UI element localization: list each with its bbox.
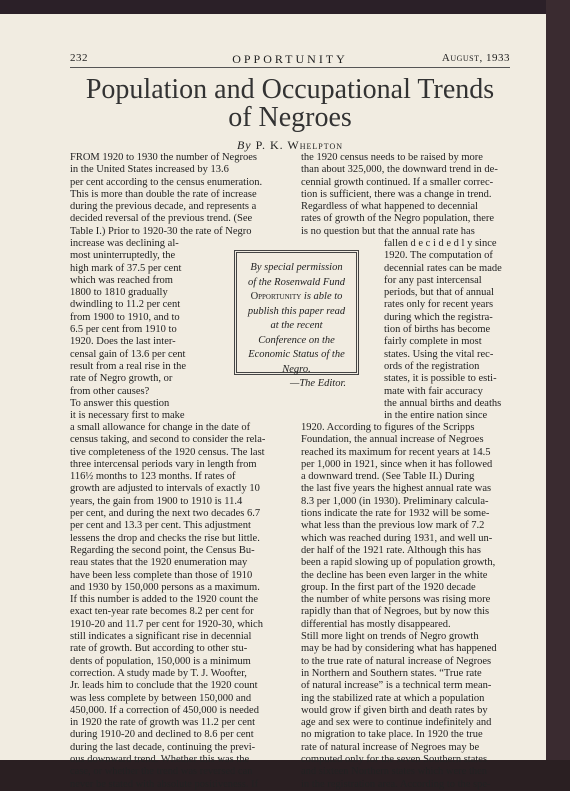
text-line: a downward trend. (See Table II.) During (301, 471, 475, 483)
text-line: three intercensal periods vary in length from (70, 458, 257, 470)
title-line: Population and Occupational Trends (85, 74, 495, 105)
article-title (70, 76, 510, 132)
text-line: the decline has been even larger in the white (301, 569, 488, 581)
header-rule (70, 67, 510, 68)
text-line: Table I.) Prior to 1920-30 the rate of Negro (70, 225, 252, 237)
text-line: the last five years the highest annual rate was (301, 483, 492, 495)
note-magazine: Opportunity (250, 291, 302, 302)
text-line: To answer this question (70, 397, 170, 409)
text-line: mate with fair accuracy (384, 385, 483, 397)
text-line: in the registration area. According to the spe- (301, 778, 491, 790)
text-line: most uninterruptedly, the (70, 250, 176, 262)
text-line: no migration to take place. In 1920 the true (301, 729, 483, 741)
text-line: tive completeness of the 1920 census. The last (70, 446, 265, 458)
text-line: rates of growth of the Negro population, there (301, 213, 495, 225)
text-line: group. In the first part of the 1920 decade (301, 581, 476, 593)
text-line: 1920. According to figures of the Scripps (301, 422, 475, 433)
note-signature: —The Editor. (289, 378, 346, 389)
text-line: years, the gain from 1900 to 1910 is 11.4 (70, 495, 243, 507)
left-column-bottom (70, 422, 288, 791)
title-line: of Negroes (228, 102, 352, 133)
text-line: states, it is possible to esti- (384, 373, 497, 385)
text-line: than about 325,000, the downward trend in de- (301, 164, 498, 176)
text-line: dents of population, 150,000 is a minimum (70, 655, 251, 667)
byline (70, 138, 510, 153)
text-line: dwindling to 11.2 per cent (70, 299, 181, 311)
page-number: 232 (70, 52, 88, 64)
text-line: per cent and 13.3 per cent. This adjustment (70, 520, 251, 532)
text-line: 1920. The computation of (384, 250, 493, 262)
text-line: increase was declining al- (70, 238, 179, 249)
text-line: was less complete by between 150,000 and (70, 692, 252, 704)
magazine-name: OPPORTUNITY (232, 52, 348, 66)
text-line: 1920. Does the last inter- (70, 336, 176, 348)
text-line: for any past intercensal (384, 274, 482, 286)
text-line: per cent according to the census enumeration. (70, 176, 263, 188)
text-line: during the previous decade, and represents a (70, 201, 257, 213)
text-line: during which the registra- (384, 311, 493, 323)
text-line: 1910-20 and 11.7 per cent for 1920-30, which (70, 618, 263, 630)
text-line: Regarding the second point, the Census Bu- (70, 544, 255, 556)
editor-note-box (234, 250, 359, 389)
text-line: ords of the registration (384, 360, 480, 372)
text-line: growth are adjusted to intervals of exactly 10 (70, 483, 260, 495)
text-line: and sixteen Northern states which were then (301, 766, 488, 778)
left-column-top (70, 152, 288, 238)
page-top-edge (0, 0, 546, 14)
text-line: in Northern and Southern states. “True rate (301, 667, 482, 679)
text-line: which was reached from (70, 274, 173, 286)
text-line: per cent, and during the next two decades 6.7 (70, 508, 261, 520)
text-line: the annual births and deaths (384, 397, 502, 409)
text-line: to the true rate of natural increase of Negroes (301, 655, 492, 667)
text-line: age and sex were to continue indefinitely and (301, 717, 492, 729)
text-line: 8.3 per 1,000 (in 1930). Preliminary calcula- (301, 495, 489, 507)
text-line: per 1,000 in 1921, since when it has followed (301, 458, 493, 470)
text-line: high mark of 37.5 per cent (70, 262, 182, 274)
text-line: and 1930 by 150,000 persons as a maximum. (70, 581, 260, 593)
text-line: periods, but that of annual (384, 287, 494, 299)
text-line: tion of births has become (384, 324, 491, 336)
text-line: is no question but that the annual rate has (301, 225, 475, 237)
text-line: during the last decade, continuing the previ- (70, 741, 256, 753)
text-line: which was reached during 1931, and well un- (301, 532, 493, 544)
text-line: reau states that the 1920 enumeration may (70, 557, 248, 569)
text-line: decided reversal of the previous trend. (See (70, 213, 253, 225)
text-line: ous downward trend. Whether this was the (70, 754, 250, 766)
text-line: differential has mostly disappeared. (301, 618, 451, 630)
text-line: rates only for recent years (384, 299, 494, 311)
text-line: Jr. leads him to conclude that the 1920 count (70, 680, 258, 692)
text-line: been a rapid slowing up of population growth, (301, 557, 496, 569)
text-line: FROM 1920 to 1930 the number of Negroes (70, 152, 257, 163)
text-line: from 1900 to 1910, and to (70, 311, 180, 323)
text-line: may be had by considering what has happened (301, 643, 497, 655)
text-line: fairly complete in most (384, 336, 482, 348)
text-line: census taking, and second to consider the rela- (70, 434, 266, 446)
text-line: Regardless of what happened to decennial (301, 201, 478, 213)
text-line: still indicates a significant rise in decennial (70, 631, 252, 643)
text-line: the 1920 census needs to be raised by more (301, 152, 483, 163)
book-spine (546, 0, 570, 760)
text-line: reached its maximum for recent years at 14.5 (301, 446, 491, 458)
text-line: exact ten-year rate becomes 8.2 per cent for (70, 606, 254, 618)
text-line: If this number is added to the 1920 count the (70, 594, 259, 606)
text-line: decennial rates can be made (384, 262, 502, 274)
text-line: ing the stabilized rate at which a population (301, 692, 485, 704)
text-line: during 1910-20 and declined to 8.6 per cent (70, 729, 254, 741)
right-column-top (301, 152, 511, 238)
text-line: Still more light on trends of Negro growth (301, 631, 479, 643)
text-line: in the entire nation since (384, 410, 488, 422)
text-line: lessens the drop and checks the rise but little. (70, 532, 260, 544)
text-line: rate of natural increase of Negroes may be (301, 741, 480, 753)
note-text-2: is able to publish this paper read at the recent Conference on the Economic Status of the Negro. (247, 291, 346, 375)
byline-prefix: By (236, 138, 252, 152)
text-line: correction. A study made by T. J. Woofter, (70, 667, 247, 679)
text-line: result from a real rise in the (70, 360, 187, 372)
text-line: This is more than double the rate of increase (70, 188, 257, 200)
right-column-narrow (384, 238, 511, 422)
text-line: der half of the 1921 rate. Although this has (301, 544, 481, 556)
text-line: tion is sufficient, there was a change in trend. (301, 188, 492, 200)
text-line: case, or whether the trend was reversed can (70, 766, 253, 778)
text-line: 450,000. If a correction of 450,000 is needed (70, 704, 259, 716)
right-column-bottom (301, 422, 511, 791)
text-line: rate of growth. But according to other stu- (70, 643, 248, 655)
left-column-narrow (70, 238, 220, 422)
text-line: of natural increase” is a technical term mean- (301, 680, 492, 692)
text-line: 1800 to 1810 gradually (70, 287, 168, 299)
text-line: censal gain of 13.6 per cent (70, 348, 186, 360)
text-line: tions indicate the rate for 1932 will be some- (301, 508, 490, 520)
text-line: 6.5 per cent from 1910 to (70, 324, 177, 336)
text-line: in the United States increased by 13.6 (70, 164, 229, 176)
text-line: what less than the previous low mark of 7.2 (301, 520, 485, 532)
text-line: never be stated with absolute positiveness. If (70, 778, 259, 790)
text-line: 116½ months to 123 months. If rates of (70, 471, 236, 483)
text-line: computed only for the seven Southern states (301, 754, 488, 766)
text-line: the number of white persons was rising more (301, 594, 491, 606)
text-line: it is necessary first to make (70, 410, 185, 422)
text-line: rate of Negro growth, or (70, 373, 173, 385)
note-text: By special permission of the Rosenwald Fund (247, 262, 346, 288)
text-line: fallen d e c i d e d l y since (384, 238, 497, 249)
text-line: would grow if given birth and death rates by (301, 704, 488, 716)
text-line: from other causes? (70, 385, 150, 397)
text-line: states. Using the vital rec- (384, 348, 494, 360)
text-line: in 1920 the rate of growth was 11.2 per cent (70, 717, 256, 729)
issue-date: August, 1933 (441, 52, 510, 64)
text-line: a small allowance for change in the date of (70, 422, 251, 433)
text-line: Foundation, the annual increase of Negroes (301, 434, 484, 446)
text-line: rapidly than that of Negroes, but by now this (301, 606, 490, 618)
text-line: cennial growth continued. If a smaller correc- (301, 176, 494, 188)
author-name: P. K. Whelpton (255, 138, 344, 152)
text-line: have been less complete than those of 1910 (70, 569, 253, 581)
